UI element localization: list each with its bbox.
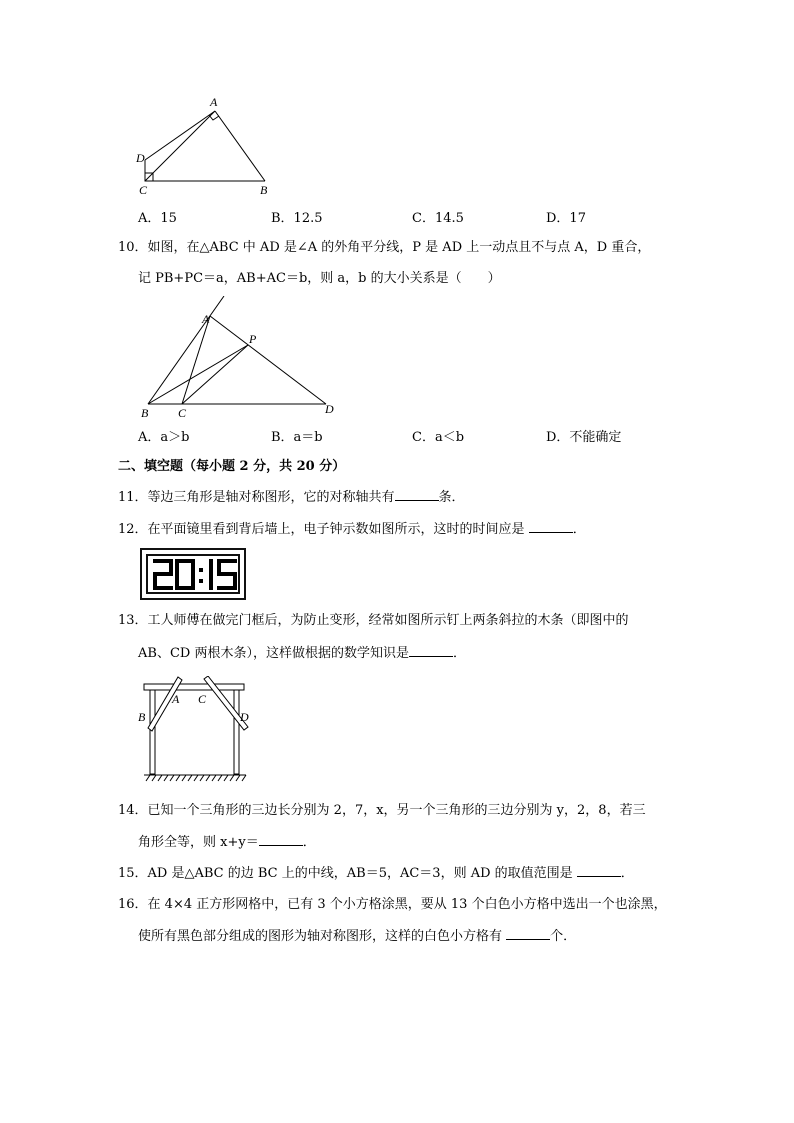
section2-title: 二、填空题（每小题 2 分，共 20 分） <box>118 459 346 474</box>
q11-text-after: 条． <box>438 490 465 505</box>
q9-option-b[interactable]: B．12.5 <box>271 211 323 226</box>
q12-stem <box>118 520 586 539</box>
q15-text-before: 15．AD 是△ABC 的边 BC 上的中线，AB＝5，AC＝3，则 AD 的取值范围是 <box>118 866 577 881</box>
q13-label-a: A <box>172 692 180 706</box>
q13-answer-blank[interactable] <box>409 644 453 657</box>
q9-label-b: B <box>260 183 268 197</box>
q13-frame-left-post <box>150 690 155 774</box>
q12-clock-colon-top <box>199 568 203 572</box>
q10-label-c: C <box>178 406 187 420</box>
q10-segment-ad <box>210 316 326 404</box>
q12-clock-frame <box>146 554 240 594</box>
q13-text-before: AB、CD 两根木条），这样做根据的数学知识是 <box>138 646 409 661</box>
q15-answer-blank[interactable] <box>577 864 621 877</box>
q9-segment-ab <box>215 111 265 181</box>
q13-stem-line2 <box>138 644 466 663</box>
q9-label-a: A <box>210 95 218 109</box>
q12-clock-digit-5 <box>219 561 235 588</box>
q16-stem-line2 <box>138 927 576 946</box>
q9-figure <box>130 92 280 200</box>
q12-text-after: ． <box>572 522 586 537</box>
q13-door-frame-figure <box>136 676 256 786</box>
q14-stem-line2 <box>138 833 316 852</box>
q9-segment-da <box>145 111 215 160</box>
q12-clock-digit-2 <box>155 561 171 588</box>
q12-text-before: 12．在平面镜里看到背后墙上，电子钟示数如图所示，这时的时间应是 <box>118 522 529 537</box>
q10-label-p: P <box>249 332 257 346</box>
q11-stem <box>118 488 465 507</box>
q10-segment-ac <box>182 316 210 404</box>
q14-text-before: 角形全等，则 x+y＝ <box>138 835 259 850</box>
q10-label-a: A <box>202 312 210 326</box>
q13-frame-top-beam <box>144 684 244 690</box>
q15-text-after: ． <box>620 866 634 881</box>
q10-label-b: B <box>141 406 149 420</box>
q9-option-c[interactable]: C．14.5 <box>412 211 464 226</box>
q12-digital-clock <box>140 548 246 600</box>
q13-frame-right-post <box>234 690 239 774</box>
q10-option-d[interactable]: D．不能确定 <box>546 430 622 445</box>
q12-clock-digits <box>149 557 243 593</box>
q10-label-d: D <box>325 402 334 416</box>
q10-option-a[interactable]: A．a＞b <box>138 430 190 445</box>
q13-label-b: B <box>138 710 146 724</box>
q10-stem-line1: 10．如图，在△ABC 中 AD 是∠A 的外角平分线，P 是 AD 上一动点且不与点 A，D 重合， <box>118 240 651 255</box>
q10-option-b[interactable]: B．a＝b <box>271 430 323 445</box>
q16-stem-line1: 16．在 4×4 正方形网格中，已有 3 个小方格涂黑，要从 13 个白色小方格中选出一个也涂黑， <box>118 897 667 912</box>
q9-label-d: D <box>136 151 145 165</box>
q13-label-d: D <box>240 710 249 724</box>
q16-text-after: 个． <box>550 929 577 944</box>
q12-answer-blank[interactable] <box>529 520 573 533</box>
q9-option-a[interactable]: A．15 <box>138 211 177 226</box>
q14-answer-blank[interactable] <box>259 833 303 846</box>
q10-stem-line2: 记 PB+PC＝a，AB+AC＝b，则 a，b 的大小关系是（ ） <box>138 271 501 286</box>
q12-clock-digit-0 <box>177 561 193 588</box>
q10-figure <box>136 296 346 420</box>
q14-stem-line1: 14．已知一个三角形的三边长分别为 2，7，x，另一个三角形的三边分别为 y，2，8，若三 <box>118 803 646 818</box>
q13-stem-line1: 13．工人师傅在做完门框后，为防止变形，经常如图所示钉上两条斜拉的木条（即图中的 <box>118 613 629 628</box>
q16-answer-blank[interactable] <box>506 927 550 940</box>
q10-option-c[interactable]: C．a＜b <box>412 430 465 445</box>
q9-segment-ca <box>145 111 215 181</box>
q13-label-c: C <box>198 692 207 706</box>
q9-label-c: C <box>139 183 148 197</box>
q10-segment-b-extended <box>148 296 224 404</box>
q9-option-d[interactable]: D．17 <box>546 211 586 226</box>
q16-text-before: 使所有黑色部分组成的图形为轴对称图形，这样的白色小方格有 <box>138 929 507 944</box>
q14-text-after: ． <box>302 835 316 850</box>
q13-text-after: ． <box>452 646 466 661</box>
q12-clock-colon-bottom <box>199 579 203 583</box>
q11-answer-blank[interactable] <box>395 488 439 501</box>
q11-text-before: 11．等边三角形是轴对称图形，它的对称轴共有 <box>118 490 395 505</box>
q13-ground-hatching <box>146 775 246 781</box>
q15-stem <box>118 864 634 883</box>
